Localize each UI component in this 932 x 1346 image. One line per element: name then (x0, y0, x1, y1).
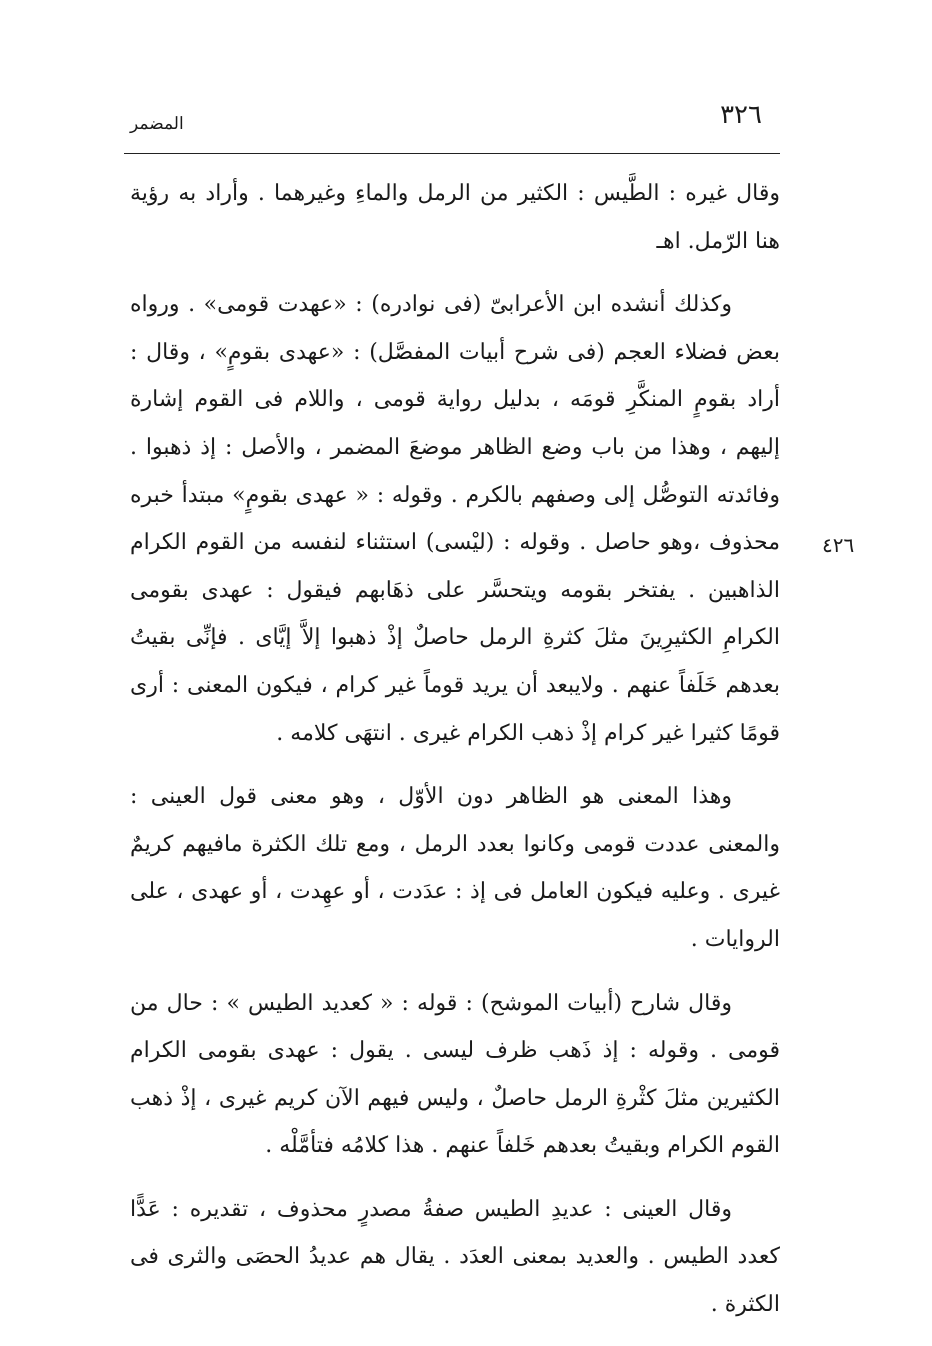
paragraph-4: وقال شارح (أبيات الموشح) : قوله : « كعديد الطيس » : حال من قومى . وقوله : إذ ذَهب ظرف ليسى . يقول : عهدى بقومى الكرام الكثيرين مثلَ كثْرةِ الرمل حاصلٌ ، وليس فيهم الآن كريم غيرى ، إذْ ذهب القوم الكرام وبقيتُ بعدهم خَلفاً عنهم . هذا كلامُه فتأمَّلْه . (130, 990, 780, 1159)
header-rule (124, 153, 780, 154)
body-text (130, 170, 780, 1329)
paragraph-5: وقال العينى : عديدِ الطيس صفةُ مصدرٍ محذوف ، تقديره : عَدًّا كعدد الطيس . والعديد بمعنى العدَد . يقال هم عديدُ الحصَى والثرى فى الكثرة . (130, 1196, 780, 1318)
running-title: المضمر (130, 114, 184, 134)
margin-reference-number: ٤٢٦ (822, 533, 855, 557)
paragraph-1: وقال غيره : الطَّيس : الكثير من الرمل والماءِ وغيرهما . وأراد به رؤية هنا الرّمل. اهـ (130, 181, 780, 254)
page-number: ٣٢٦ (720, 100, 762, 130)
page-header (124, 100, 780, 140)
paragraph-3: وهذا المعنى هو الظاهر دون الأوّل ، وهو معنى قول العينى : والمعنى عددت قومى وكانوا بعدد الرمل ، ومع تلك الكثرة مافيهم كريمٌ غيرى . وعليه فيكون العامل فى إذ : عدَدت ، أو عهِدت ، أو عهدى ، على الروايات . (130, 784, 780, 952)
paragraph-2: وكذلك أنشده ابن الأعرابىّ (فى نوادره) : «عهدت قومى» . ورواه بعض فضلاء العجم (فى شرح أبيات المفصَّل) : «عهدى بقومٍ» ، وقال : أراد بقومٍ المنكَّرِ قومَه ، بدليل رواية قومى ، واللام فى القوم إشارة إليهم ، وهذا من باب وضع الظاهر موضعَ المضمر ، والأصل : إذ ذهبوا . وفائدته التوصُّل إلى وصفهم بالكرم . وقوله : « عهدى بقومٍ» مبتدأ خبره محذوف ،وهو حاصل . وقوله : (ليْسى) استثناء لنفسه من القوم الكرام الذاهبين . يفتخر بقومه ويتحسَّر على ذهَابهم فيقول : عهدى بقومى الكرامِ الكثيرِينَ مثلَ كثرةِ الرمل حاصلٌ إذْ ذهبوا إلاَّ إيَّاى . فإنِّى بقيتُ بعدهم خَلَفاً عنهم . ولايبعد أن يريد قوماً غير كرام ، فيكون المعنى : أرى قومًا كثيرا غير كرام إذْ ذهب الكرام غيرى . انتهَى كلامه . (130, 292, 780, 746)
